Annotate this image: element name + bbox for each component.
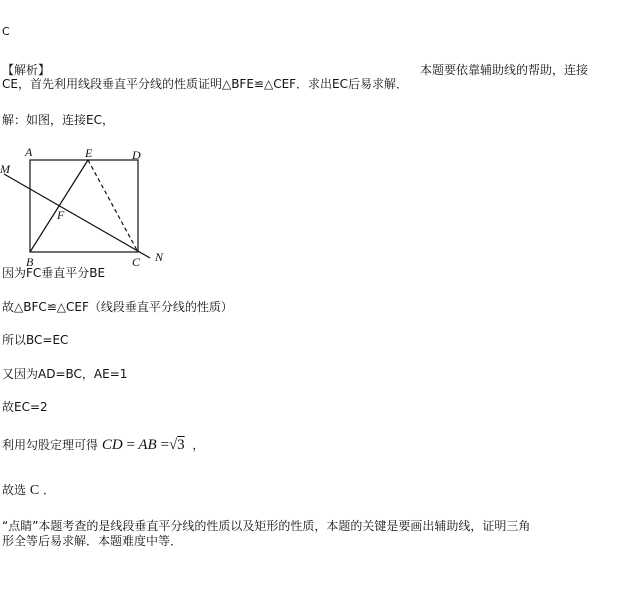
label-a: A bbox=[25, 145, 33, 159]
label-e: E bbox=[85, 146, 93, 160]
rectangle-figure bbox=[0, 140, 180, 270]
solution-step7: 故选 C ． bbox=[2, 483, 56, 498]
solution-intro: 解：如图，连接EC， bbox=[2, 113, 114, 127]
comment-line1: “点睛”本题考查的是线段垂直平分线的性质以及矩形的性质，本题的关键是要画出辅助线，证明三角 bbox=[2, 519, 531, 533]
step6-prefix: 利用勾股定理可得 bbox=[2, 438, 99, 452]
solution-step4: 又因为AD=BC，AE=1 bbox=[2, 367, 128, 381]
segment-ec-dashed bbox=[88, 160, 138, 252]
comment-line2: 形全等后易求解．本题难度中等． bbox=[2, 534, 183, 548]
solution-step3: 所以BC=EC bbox=[2, 333, 69, 347]
answer-letter: C bbox=[2, 25, 10, 38]
label-n: N bbox=[155, 250, 164, 264]
label-c: C bbox=[132, 255, 141, 269]
choice-letter: C bbox=[29, 483, 40, 498]
analysis-line2: CE，首先利用线段垂直平分线的性质证明△BFE≌△CEF．求出EC后易求解． bbox=[2, 77, 409, 91]
label-b: B bbox=[26, 255, 34, 269]
rectangle-abcd bbox=[30, 160, 138, 252]
solution-step1: 因为FC垂直平分BE bbox=[2, 266, 106, 280]
analysis-line1: 本题要依靠辅助线的帮助，连接 bbox=[420, 63, 589, 77]
label-f: F bbox=[57, 208, 65, 222]
solution-step6 bbox=[2, 436, 204, 454]
step6-suffix: ， bbox=[192, 438, 205, 452]
analysis-title: 【解析】 bbox=[2, 63, 51, 77]
label-m: M bbox=[0, 162, 10, 176]
line-mn bbox=[4, 174, 150, 258]
label-d: D bbox=[132, 148, 141, 162]
pythagoras-formula: CD = AB =√3 bbox=[101, 437, 185, 453]
solution-step5: 故EC=2 bbox=[2, 400, 48, 414]
solution-step2: 故△BFC≌△CEF（线段垂直平分线的性质） bbox=[2, 300, 233, 314]
